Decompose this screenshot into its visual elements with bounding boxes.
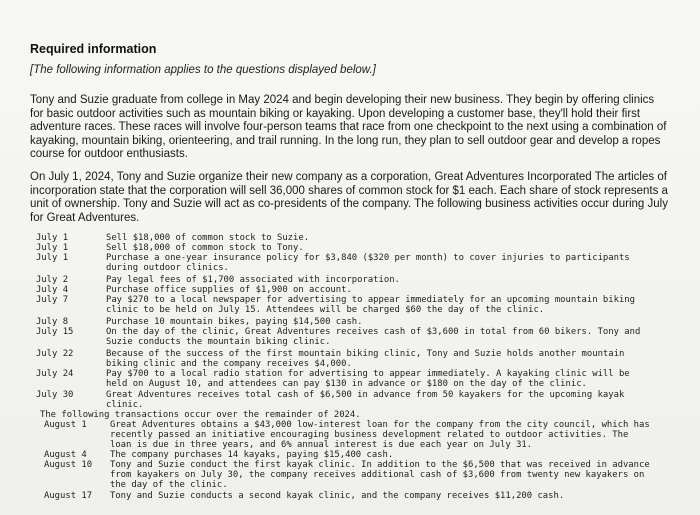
transaction-date: August 17 [44, 491, 93, 501]
transaction-date: August 1 [44, 420, 87, 430]
transaction-description: Pay $700 to a local radio station for advertising to appear immediately. A kayaking clinic will be held on August 10, and attendees can pay $130 in advance or $180 on the day of the clinic. [106, 369, 630, 389]
intro-note: [The following information applies to the questions displayed below.] [30, 64, 376, 76]
transaction-date: July 1 [36, 233, 69, 243]
transaction-date: August 10 [44, 460, 93, 470]
transaction-date: July 30 [36, 390, 74, 400]
transaction-description: Pay $270 to a local newspaper for advertising to appear immediately for an upcoming mountain biking clinic to be held on July 15. Attendees will be charged $60 the day of the clinic. [106, 295, 635, 315]
transaction-description: Tony and Suzie conducts a second kayak clinic, and the company receives $11,200 cash. [110, 491, 565, 501]
transaction-description: Purchase 10 mountain bikes, paying $14,500 cash. [106, 317, 363, 327]
transaction-description: Sell $18,000 of common stock to Suzie. [106, 233, 310, 243]
transaction-date: July 24 [36, 369, 74, 379]
transaction-date: July 1 [36, 253, 69, 263]
transaction-description: Great Adventures obtains a $43,000 low-interest loan for the company from the city council, which has recently passed an initiative encouraging business development related to outdoor activities. The loan is due in three years, and 6% annual interest is due each year on July 31. [110, 420, 650, 450]
transaction-description: On the day of the clinic, Great Adventures receives cash of $3,600 in total from 60 bikers. Tony and Suzie conducts the mountain biking clinic. [106, 327, 641, 347]
transaction-description: Great Adventures receives total cash of $6,500 in advance from 50 kayakers for the upcoming kayak clinic. [106, 390, 625, 410]
transaction-date: August 4 [44, 450, 87, 460]
transaction-description: Sell $18,000 of common stock to Tony. [106, 243, 304, 253]
transaction-description: Because of the success of the first mountain biking clinic, Tony and Suzie holds another mountain biking clinic and the company receives $4,000. [106, 349, 625, 369]
transaction-date: July 15 [36, 327, 74, 337]
background-paragraph: Tony and Suzie graduate from college in May 2024 and begin developing their new business. They begin by offering clinics for basic outdoor activities such as mountain biking or kayaking. Upon developing a customer base, they'll hold their first adventure races. These races will involve four-person teams that race from one checkpoint to the next using a combination of kayaking, mountain biking, orienteering, and trail running. In the long run, they plan to sell outdoor gear and develop a ropes course for outdoor enthusiasts. [30, 94, 667, 161]
transaction-date: July 2 [36, 275, 69, 285]
transaction-date: July 4 [36, 285, 69, 295]
transaction-description: Purchase a one-year insurance policy for $3,840 ($320 per month) to cover injuries to participants during outdoor clinics. [106, 253, 630, 273]
transaction-description: Pay legal fees of $1,700 associated with incorporation. [106, 275, 400, 285]
transition-note: The following transactions occur over the remainder of 2024. [40, 410, 361, 420]
transaction-description: Tony and Suzie conduct the first kayak clinic. In addition to the $6,500 that was received in advance from kayakers on July 30, the company receives additional cash of $3,600 from twenty new kayakers on the day of the clinic. [110, 460, 650, 490]
transaction-date: July 22 [36, 349, 74, 359]
transaction-date: July 8 [36, 317, 69, 327]
transaction-date: July 7 [36, 295, 69, 305]
transaction-date: July 1 [36, 243, 69, 253]
organization-paragraph: On July 1, 2024, Tony and Suzie organize their new company as a corporation, Great Adventures Incorporated The articles of incorporation state that the corporation will sell 36,000 shares of common stock for $1 each. Each share of stock represents a unit of ownership. Tony and Suzie will act as co-presidents of the company. The following business activities occur during July for Great Adventures. [30, 171, 668, 224]
transaction-description: Purchase office supplies of $1,900 on account. [106, 285, 352, 295]
required-information-heading: Required information [30, 42, 157, 56]
transaction-description: The company purchases 14 kayaks, paying $15,400 cash. [110, 450, 394, 460]
